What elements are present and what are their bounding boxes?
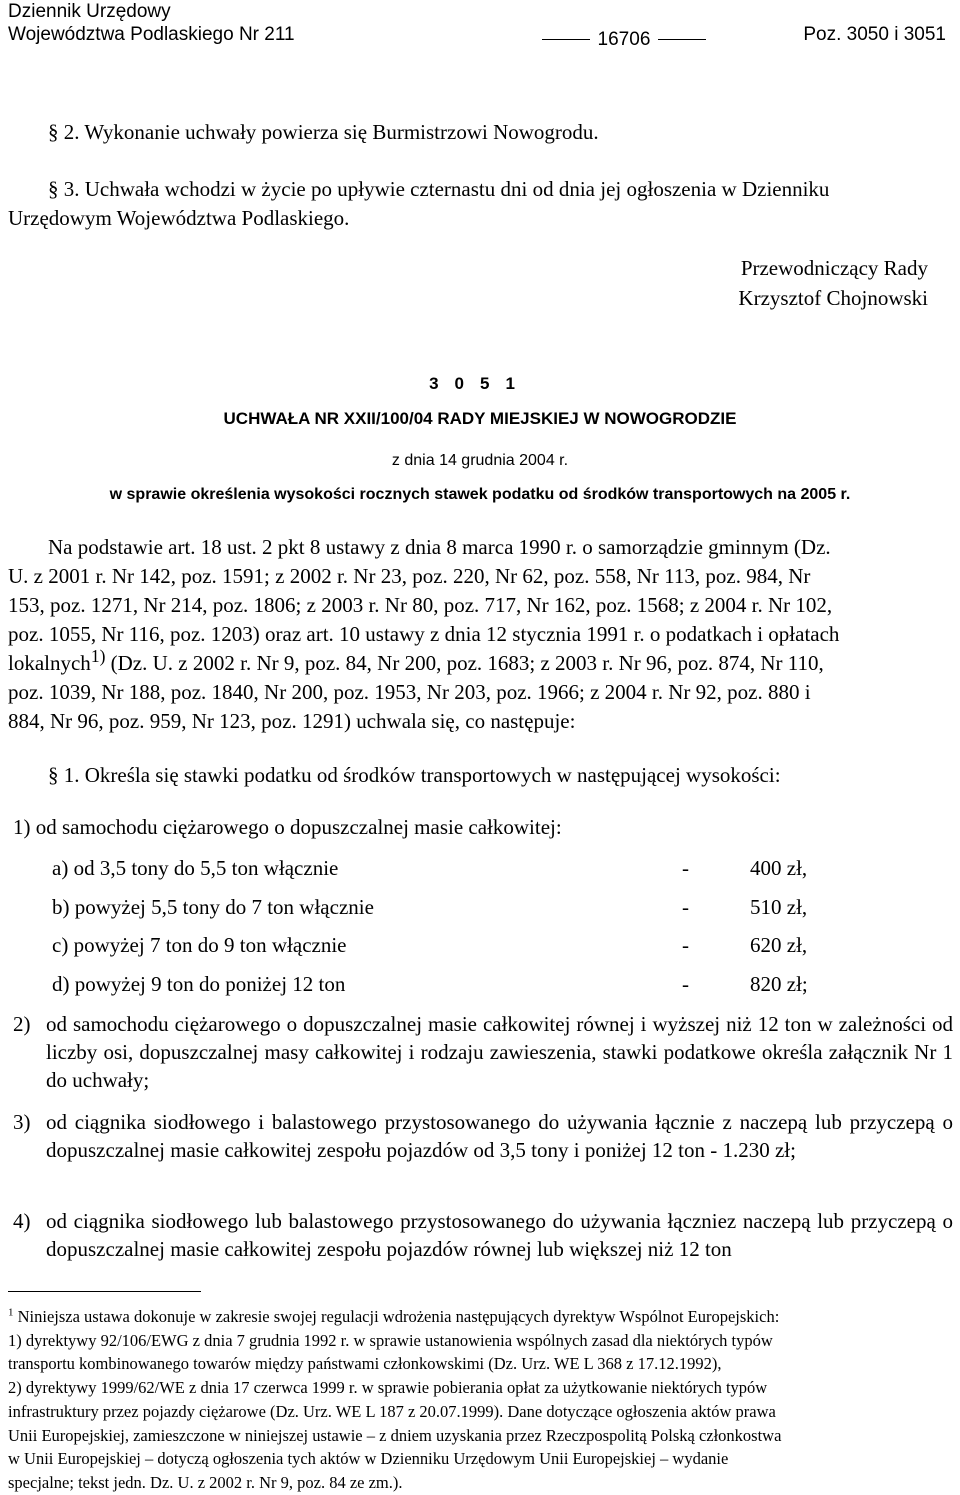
footnote-mark: 1 [8, 1306, 14, 1319]
footnote: $^1$ Niniejsza ustawa dokonuje w zakresie swojej regulacji wdrożenia następujących dyrektyw Wspólnot Europejskich: 1) dyrektywy 92/106/EWG z dnia 7 grudnia 1992 r. w sprawie ustanowienia wspólnych zasad dla niektórych typów transportu kombinowanego towarów między państwami członkowskimi (Dz. Urz. WE L 368 z 17.12.1992), 2) dyrektywy 1999/62/WE z dnia 17 czerwca 1999 r. w sprawie pobierania opłat za użytkowanie niektórych typów infrastruktury przez pojazdy ciężarowe (Dz. Urz. WE L 187 z 20.07.1999). Dane dotyczące ogłoszenia aktów prawa Unii Europejskiej, zamieszczone w niniejszej ustawie – z dniem uzyskania przez Rzeczpospolitą Polską członkostwa w Unii Europejskiej – dotyczą ogłoszenia tych aktów w Dzienniku Urzędowym Unii Europejskiej – wydanie specjalne; tekst jedn. Dz. U. z 2002 r. Nr 9, poz. 84 ze zm.). [8, 1306, 782, 1492]
act-subject: w sprawie określenia wysokości rocznych stawek podatku od środków transportowych na 2005 r. [109, 486, 851, 503]
page-number: 16706 [542, 28, 707, 51]
legal-basis: Na podstawie art. 18 ust. 2 pkt 8 ustawy z dnia 8 marca 1990 r. o samorządzie gminnym (Dz. U. z 2001 r. Nr 142, poz. 1591; z 2002 r. Nr 23, poz. 220, Nr 62, poz. 558, Nr 113, poz. 984, Nr 153, poz. 1271, Nr 214, poz. 1806; z 2003 r. Nr 80, poz. 717, Nr 162, poz. 1568; z 2004 r. Nr 102, poz. 1055, Nr 116, poz. 1203) oraz art. 10 ustawy z dnia 12 stycznia 1991 r. o podatkach i opłatach lokalnych$^{1)}$ (Dz. U. z 2002 r. Nr 9, poz. 84, Nr 200, poz. 1683; z 2003 r. Nr 96, poz. 874, Nr 110, poz. 1039, Nr 188, poz. 1840, Nr 200, poz. 1953, Nr 203, poz. 1966; z 2004 r. Nr 92, poz. 880 i 884, Nr 96, poz. 959, Nr 123, poz. 1291) uchwala się, co następuje: [8, 535, 840, 733]
act-title: UCHWAŁA NR XXII/100/04 RADY MIEJSKIEJ W NOWOGRODZIE [223, 409, 737, 428]
position-number: Poz. 3050 i 3051 [803, 24, 946, 45]
journal-issue: Województwa Podlaskiego Nr 211 [8, 24, 295, 45]
list-item-3: 3) od ciągnika siodłowego i balastowego przystosowanego do używania łącznie z naczepą lub przyczepą o dopuszczalnej masie całkowitej zespołu pojazdów od 3,5 tony i poniżej 12 ton - 1.230 zł; [13, 1110, 953, 1162]
act-number: 3051 [429, 374, 531, 393]
act-date: z dnia 14 grudnia 2004 r. [391, 452, 569, 469]
footnote-separator [8, 1291, 201, 1292]
signature-name: Krzysztof Chojnowski [738, 286, 928, 310]
list-item-4: 4) od ciągnika siodłowego lub balastowego przystosowanego do używania łączniez naczepą lub przyczepą o dopuszczalnej masie całkowitej zespołu pojazdów równej lub większej niż 12 ton [13, 1209, 953, 1261]
page-header [8, 0, 946, 51]
list-item-1: 1) od samochodu ciężarowego o dopuszczalnej masie całkowitej: [13, 815, 562, 839]
paragraph-3-line-2: Urzędowym Województwa Podlaskiego. [8, 206, 350, 230]
paragraph-1: § 1. Określa się stawki podatku od środków transportowych w następującej wysokości: [48, 763, 781, 787]
list-item-2: 2) od samochodu ciężarowego o dopuszczalnej masie całkowitej równej i wyższej niż 12 ton w zależności od liczby osi, dopuszczalnej masy całkowitej i rodzaju zawieszenia, stawki podatkowe określa załącznik Nr 1 do uchwały; [13, 1012, 953, 1092]
signature-block [738, 253, 928, 313]
journal-name: Dziennik Urzędowy [8, 1, 171, 22]
footnote-reference: 1) [90, 646, 106, 666]
paragraph-3-line-1: § 3. Uchwała wchodzi w życie po upływie czternastu dni od dnia jej ogłoszenia w Dzienniku [48, 177, 830, 201]
signature-role: Przewodniczący Rady [740, 256, 928, 280]
paragraph-2: § 2. Wykonanie uchwały powierza się Burmistrzowi Nowogrodu. [48, 120, 599, 144]
